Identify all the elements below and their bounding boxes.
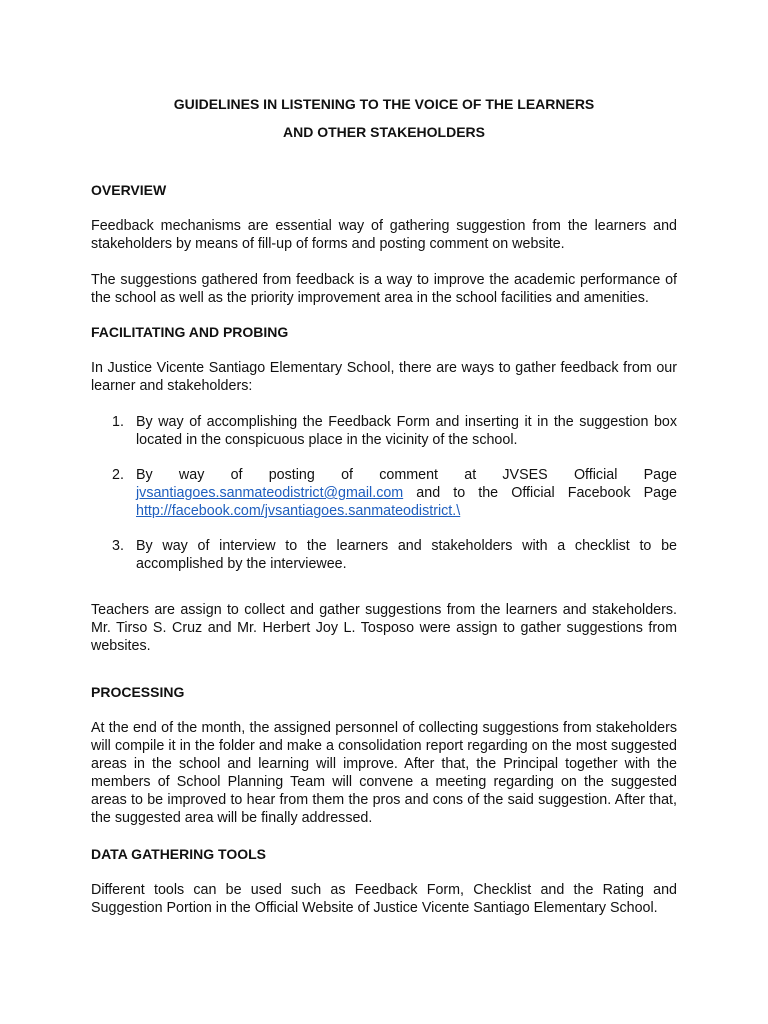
document-title-line-1: GUIDELINES IN LISTENING TO THE VOICE OF THE LEARNERS <box>173 96 595 112</box>
document-title-line-2: AND OTHER STAKEHOLDERS <box>283 124 485 140</box>
facebook-page-link[interactable]: http://facebook.com/jvsantiagoes.sanmateodistrict.\ <box>136 503 461 519</box>
facilitating-closing-paragraph: Teachers are assign to collect and gather suggestions from the learners and stakeholders. Mr. Tirso S. Cruz and Mr. Herbert Joy L. Tosposo were assign to gather suggestions from websites. <box>91 602 677 654</box>
facilitating-intro: In Justice Vicente Santiago Elementary School, there are ways to gather feedback from our learner and stakeholders: <box>91 360 677 394</box>
list-item-number: 2. <box>112 467 124 483</box>
feedback-methods-list <box>91 413 677 573</box>
facilitating-heading: FACILITATING AND PROBING <box>91 324 289 340</box>
list-item-text: By way of accomplishing the Feedback Form and inserting it in the suggestion box located in the conspicuous place in the vicinity of the school. <box>136 414 677 448</box>
list-item <box>91 413 677 449</box>
document-page <box>91 92 677 917</box>
list-item-text: By way of posting of comment at JVSES Official Page <box>136 467 677 483</box>
overview-paragraph-1: Feedback mechanisms are essential way of gathering suggestion from the learners and stakeholders by means of fill-up of forms and posting comment on website. <box>91 218 677 252</box>
data-gathering-heading: DATA GATHERING TOOLS <box>91 846 266 862</box>
data-gathering-paragraph: Different tools can be used such as Feedback Form, Checklist and the Rating and Suggestion Portion in the Official Website of Justice Vicente Santiago Elementary School. <box>91 882 677 916</box>
overview-heading: OVERVIEW <box>91 182 167 198</box>
list-item-text-middle: and to the Official Facebook Page <box>416 485 677 501</box>
list-item <box>91 466 677 520</box>
processing-heading: PROCESSING <box>91 684 185 700</box>
processing-paragraph: At the end of the month, the assigned personnel of collecting suggestions from stakeholders will compile it in the folder and make a consolidation report regarding on the most suggested areas in the school and learning will improve. After that, the Principal together with the members of School Planning Team will convene a meeting regarding on the suggested areas to be improved to hear from them the pros and cons of the said suggestion. After that, the suggested area will be finally addressed. <box>91 720 677 826</box>
list-item-number: 3. <box>112 538 124 554</box>
list-item-text: By way of interview to the learners and stakeholders with a checklist to be accomplished by the interviewee. <box>136 538 677 572</box>
email-link[interactable]: jvsantiagoes.sanmateodistrict@gmail.com <box>136 485 404 501</box>
list-item-number: 1. <box>112 414 124 430</box>
list-item <box>91 537 677 573</box>
overview-paragraph-2: The suggestions gathered from feedback is a way to improve the academic performance of the school as well as the priority improvement area in the school facilities and amenities. <box>91 272 677 306</box>
